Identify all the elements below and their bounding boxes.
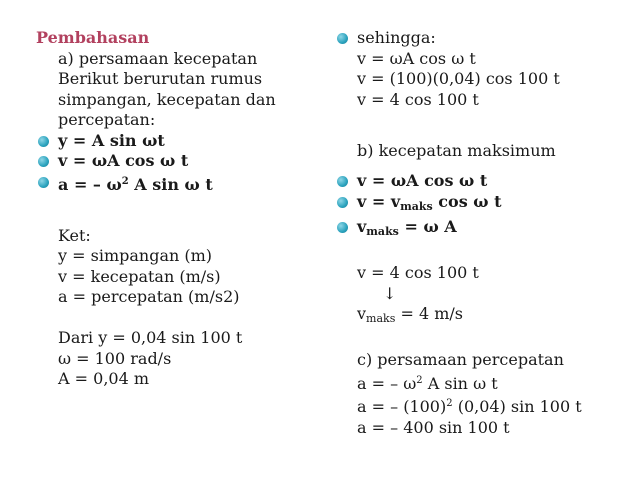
- eval-line: v = 4 cos 100 t: [357, 263, 479, 282]
- intro-line-4: percepatan:: [58, 110, 156, 129]
- formula-a: a = – $\omega^2$ A sin ω t: [36, 172, 326, 196]
- ket-title: Ket:: [58, 225, 91, 245]
- b-formula-2: $v = v_{maks}$ cos ω t: [335, 192, 625, 218]
- bullet-icon: [38, 156, 49, 167]
- c-line-3: a = – 400 sin 100 t: [357, 417, 510, 437]
- b-formula-3: $v_{maks} = \omega$ A: [335, 217, 625, 243]
- vmax-result: $v_{maks} = 4$ m/s: [357, 304, 463, 325]
- intro-line-2: Berikut berurutan rumus: [58, 69, 263, 88]
- bullet-icon: [38, 177, 49, 188]
- bullet-icon: [38, 136, 49, 147]
- formula-y: y = A sin ωt: [36, 131, 326, 152]
- heading-pembahasan: Pembahasan: [36, 28, 150, 47]
- bullet-icon: [337, 222, 348, 233]
- bullet-icon: [337, 176, 348, 187]
- formula-v: v = ωA cos ω t: [36, 151, 326, 172]
- step-line-2: v = (100)(0,04) cos 100 t: [357, 69, 560, 88]
- part-c-title: c) persamaan percepatan: [357, 350, 564, 369]
- given-line-3: A = 0,04 m: [58, 369, 150, 388]
- c-line-1: a = – $\omega^2$ A sin ω t: [357, 373, 498, 393]
- ket-line-1: y = simpangan (m): [58, 246, 213, 265]
- ket-line-2: v = kecepatan (m/s): [58, 266, 221, 286]
- intro-line-1: a) persamaan kecepatan: [58, 48, 258, 68]
- step-line-1: v = ωA cos ω t: [357, 48, 476, 68]
- step-line-3: v = 4 cos 100 t: [357, 89, 479, 109]
- ket-line-3: a = percepatan (m/s2): [58, 287, 240, 306]
- intro-line-3: simpangan, kecepatan dan: [58, 89, 276, 109]
- bullet-icon: [337, 197, 348, 208]
- part-b-title: b) kecepatan maksimum: [357, 140, 556, 160]
- given-line-2: ω = 100 rad/s: [58, 348, 172, 368]
- b-formula-1: v = ωA cos ω t: [335, 171, 625, 192]
- down-arrow-icon: ↓: [383, 283, 397, 303]
- left-column: [36, 28, 326, 390]
- right-column: [335, 28, 625, 438]
- bullet-icon: [337, 33, 348, 44]
- sehingga-label: sehingga:: [335, 28, 625, 49]
- given-line-1: Dari y = 0,04 sin 100 t: [58, 328, 243, 347]
- c-line-2: a = – $(100)^2$ (0,04) sin 100 t: [357, 397, 582, 416]
